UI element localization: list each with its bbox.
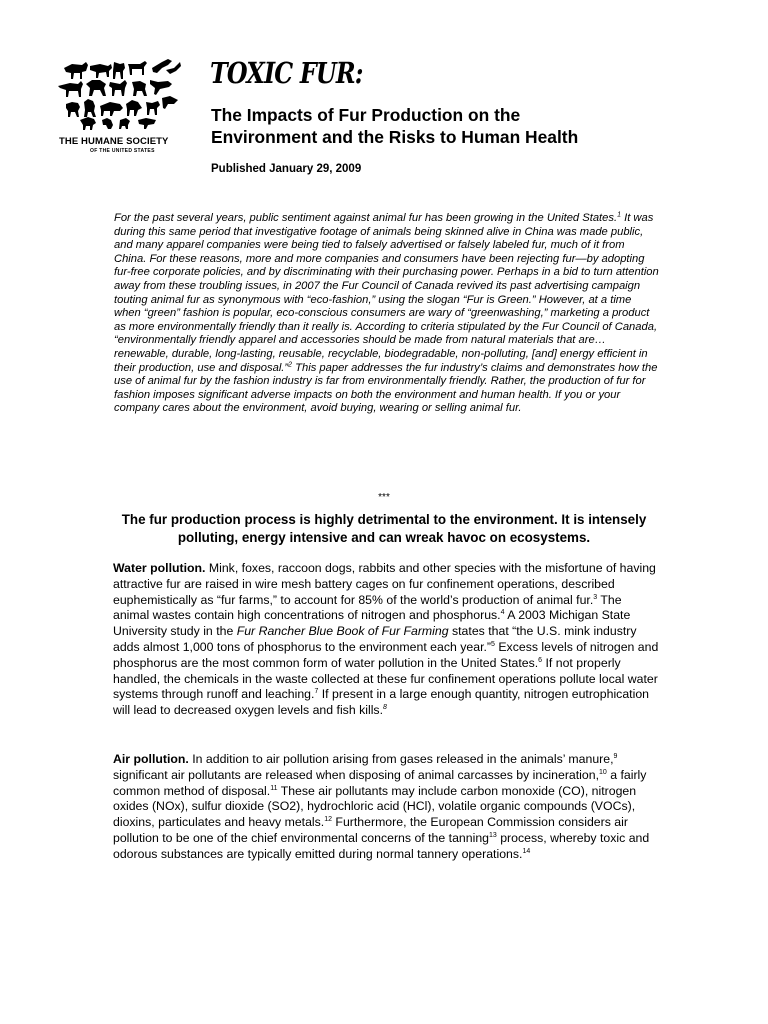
humane-society-logo xyxy=(56,58,186,154)
thesis-statement: The fur production process is highly detrimental to the environment. It is intensely polluting, energy intensive and can wreak havoc on ecosystems. xyxy=(121,512,647,545)
paragraph-text: Furthermore, the European Commission considers air pollution to be one of the chief environmental concerns of the tanning xyxy=(113,815,628,845)
subtitle-line-2: Environment and the Risks to Human Health xyxy=(211,127,579,147)
water-pollution-paragraph xyxy=(113,561,661,719)
footnote-ref: 5 xyxy=(491,640,495,648)
paragraph-text: A 2003 Michigan State University study in the xyxy=(113,608,631,639)
paragraph-text: If not properly handled, the chemicals in the waste collected at these fur confinement operations pollute local water systems through runoff and leaching. xyxy=(113,655,658,702)
air-pollution-paragraph xyxy=(113,752,661,863)
footnote-ref: 4 xyxy=(500,609,505,617)
footnote-ref: 14 xyxy=(522,847,531,855)
paragraph-text: If present in a large enough quantity, nitrogen eutrophication will lead to decreased oxygen levels and fish kills. xyxy=(113,687,649,718)
intro-text-2: It was during this same period that investigative footage of animals being skinned alive in China was made public, and many apparel companies were being tied to falsely advertised or falsely labeled fur, much of it from China. For these reasons, more and more companies and consumers have been rejecting fur—by adopting fur-free corporate policies, and by discriminating with their purchasing power. Perhaps in a bid to turn attention away from these troubling issues, in 2007 the Fur Council of Canada revived its past advertising campaign touting animal fur as synonymous with “eco-fashion,” using the slogan “Fur is Green.” However, at a time when “green” fashion is popular, eco-conscious consumers are wary of “greenwashing,” marketing a product as more environmentally friendly than it really is. According to criteria stipulated by the Fur Council of Canada, “environmentally friendly apparel and accessories should be made from natural materials that are…renewable, durable, long-lasting, reusable, recyclable, biodegradable, non-polluting, [and] energy efficient in their production, use and disposal.” xyxy=(114,212,659,374)
animal-silhouettes-icon xyxy=(56,58,182,130)
document-title: TOXIC FUR: xyxy=(210,56,363,90)
paragraph-text: The animal wastes contain high concentrations of nitrogen and phosphorus. xyxy=(113,592,622,623)
footnote-ref: 7 xyxy=(314,688,319,696)
org-name: THE HUMANE SOCIETY xyxy=(59,136,169,147)
footnote-ref: 3 xyxy=(593,593,598,601)
footnote-ref: 1 xyxy=(617,211,621,219)
paragraph-text: states that “the U.S. mink industry adds almost 1,000 tons of phosphorus to the environment each year.” xyxy=(113,624,637,654)
publication-date: Published January 29, 2009 xyxy=(211,163,362,175)
subtitle-line-1: The Impacts of Fur Production on the xyxy=(211,105,521,125)
footnote-ref: 12 xyxy=(324,816,333,824)
intro-text-3: This paper addresses the fur industry’s claims and demonstrates how the use of animal fur by the fashion industry is far from environmentally friendly. Rather, the production of fur for fashion imposes significant adverse impacts on both the environment and human health. If you or your company cares about the environment, avoid buying, wearing or selling animal fur. xyxy=(114,361,658,415)
paragraph-text: process, whereby toxic and odorous substances are typically emitted during normal tannery operations. xyxy=(113,830,650,861)
document-subtitle xyxy=(211,104,578,148)
footnote-ref: 8 xyxy=(383,704,387,712)
book-title: Fur Rancher Blue Book of Fur Farming xyxy=(236,624,449,639)
section-separator: *** xyxy=(378,492,390,503)
paragraph-text: a fairly common method of disposal. xyxy=(113,767,647,798)
water-pollution-heading: Water pollution. xyxy=(113,561,206,575)
footnote-ref: 11 xyxy=(270,784,278,792)
paragraph-text: Excess levels of nitrogen and phosphorus are the most common form of water pollution in the United States. xyxy=(113,639,659,670)
intro-text-1: For the past several years, public sentiment against animal fur has been growing in the United States. xyxy=(114,212,618,224)
org-subtitle: OF THE UNITED STATES xyxy=(90,148,155,154)
footnote-ref: 10 xyxy=(599,768,607,776)
paragraph-text: significant air pollutants are released when disposing of animal carcasses by incineration, xyxy=(113,767,599,782)
paragraph-text: These air pollutants may include carbon monoxide (CO), nitrogen oxides (NOx), sulfur dioxide (SO2), hydrochloric acid (HCl), volatile organic compounds (VOCs), dioxins, particulates and heavy metals. xyxy=(113,783,637,830)
footnote-ref: 6 xyxy=(538,656,543,664)
footnote-ref: 13 xyxy=(489,831,497,839)
footnote-ref: 2 xyxy=(288,360,293,368)
air-pollution-heading: Air pollution. xyxy=(113,752,189,766)
intro-paragraph xyxy=(114,212,659,416)
paragraph-text: Mink, foxes, raccoon dogs, rabbits and other species with the misfortune of having attractive fur are raised in wire mesh battery cages on fur confinement operations, described euphemistically as “fur farms,” to account for 85% of the world’s production of animal fur. xyxy=(113,561,656,607)
footnote-ref: 9 xyxy=(613,752,618,760)
paragraph-text: In addition to air pollution arising from gases released in the animals’ manure, xyxy=(188,752,614,766)
